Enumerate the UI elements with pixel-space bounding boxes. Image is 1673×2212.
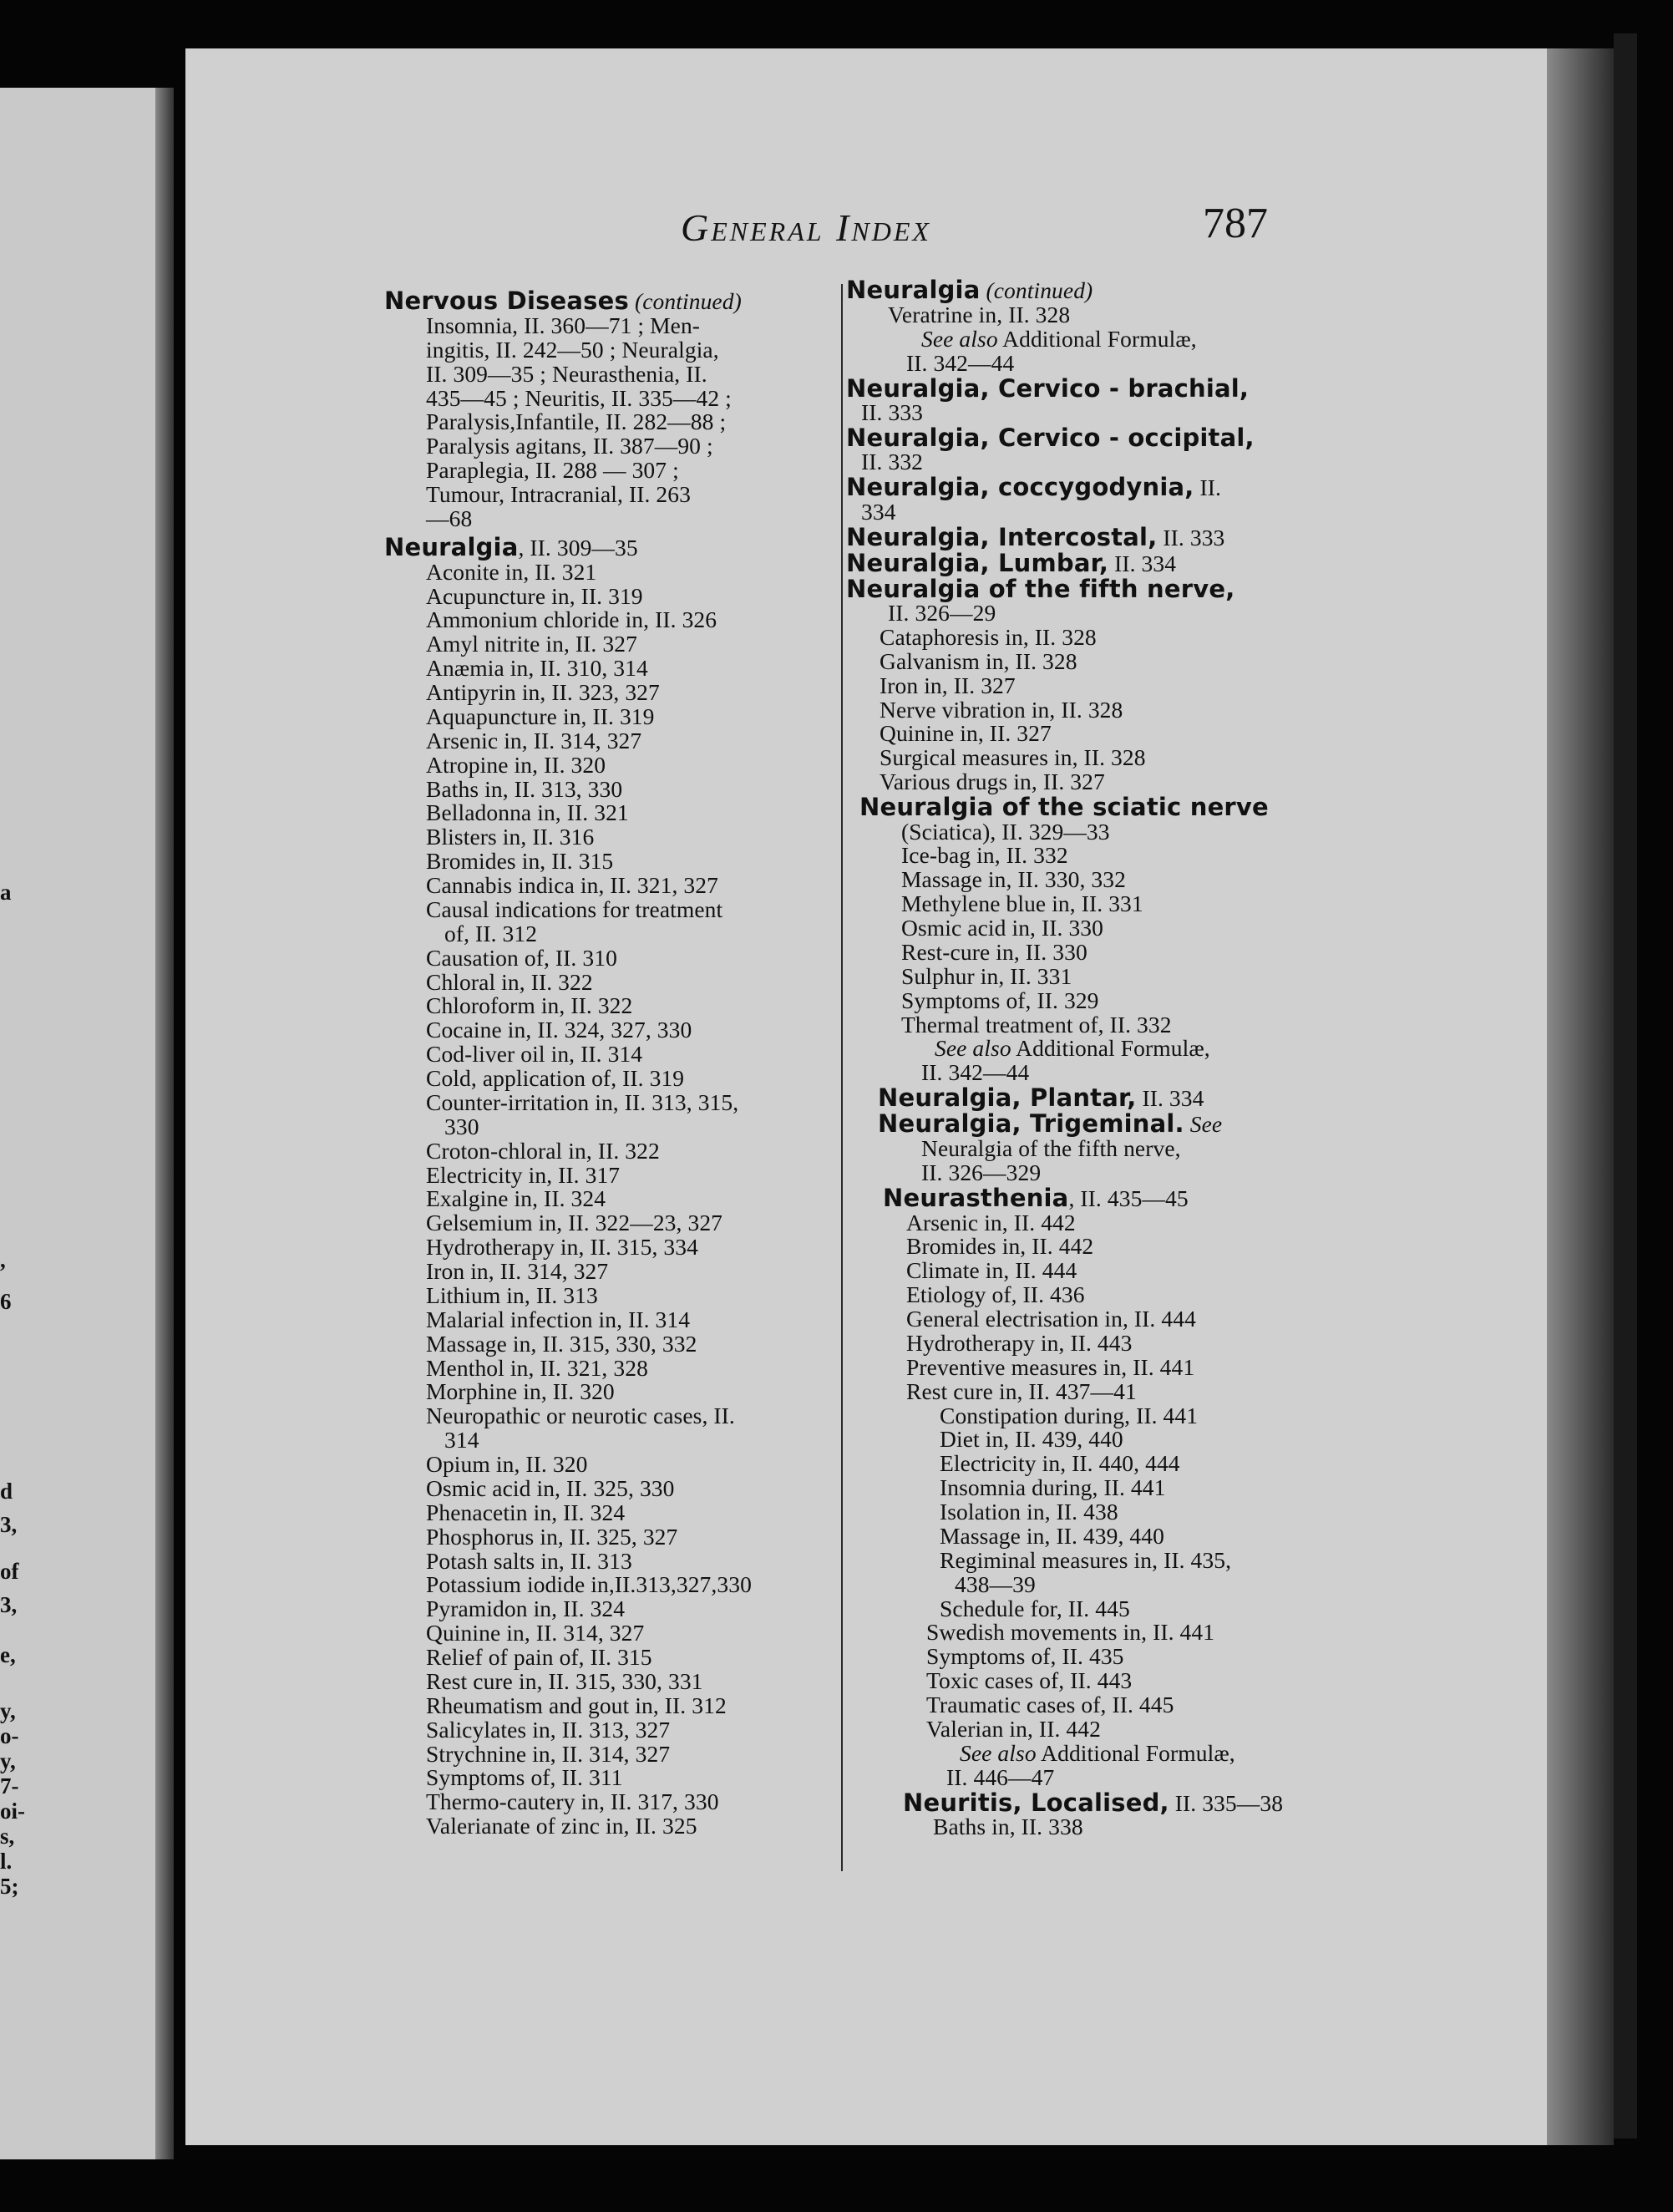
see-also-ref: II. 342—44 bbox=[921, 1059, 1030, 1086]
see-also-text: Additional Formulæ, bbox=[1011, 1035, 1210, 1062]
index-subentry: Cold, application of, II. 319 bbox=[426, 1065, 685, 1091]
heading-ref: II. 335—38 bbox=[1169, 1789, 1284, 1816]
index-subentry: Traumatic cases of, II. 445 bbox=[926, 1692, 1174, 1717]
index-subentry: Aconite in, II. 321 bbox=[426, 558, 597, 585]
index-subentry: Climate in, II. 444 bbox=[906, 1257, 1077, 1284]
previous-page-text-fragment: 5; bbox=[0, 1874, 19, 1899]
index-heading-intercostal bbox=[846, 522, 1347, 551]
heading-note: (continued) bbox=[634, 288, 742, 314]
index-heading-nervous-diseases bbox=[384, 288, 848, 314]
fifth-nerve-subentry-list bbox=[846, 623, 1347, 795]
heading-ref: II. 332 bbox=[861, 449, 924, 475]
index-subentry: Rest-cure in, II. 330 bbox=[901, 938, 1087, 965]
index-subentry: Nerve vibration in, II. 328 bbox=[880, 696, 1123, 723]
index-subentry: General electrisation in, II. 444 bbox=[906, 1306, 1196, 1332]
see-also-label: See also bbox=[935, 1035, 1011, 1062]
index-subentry: Etiology of, II. 436 bbox=[906, 1281, 1085, 1308]
index-subentry: Constipation during, II. 441 bbox=[940, 1402, 1199, 1428]
index-subentry: of, II. 312 bbox=[444, 920, 538, 946]
index-subentry: Diet in, II. 439, 440 bbox=[940, 1426, 1123, 1453]
index-subentry: Menthol in, II. 321, 328 bbox=[426, 1354, 648, 1381]
index-heading-neuritis bbox=[846, 1790, 1347, 1816]
column-divider bbox=[841, 284, 843, 1871]
index-subentry: Amyl nitrite in, II. 327 bbox=[426, 631, 637, 657]
index-subentry: Valerian in, II. 442 bbox=[926, 1715, 1101, 1742]
index-subentry: Valerianate of zinc in, II. 325 bbox=[426, 1813, 697, 1839]
index-subentry: 438—39 bbox=[955, 1570, 1036, 1597]
index-heading-plantar bbox=[846, 1085, 1347, 1111]
previous-page-text-fragment: y, bbox=[0, 1698, 16, 1723]
index-subentry: Phosphorus in, II. 325, 327 bbox=[426, 1523, 678, 1550]
index-subentry: Methylene blue in, II. 331 bbox=[901, 890, 1143, 917]
neurasthenia-subentry-list-2 bbox=[846, 1621, 1347, 1741]
index-subentry: Iron in, II. 327 bbox=[880, 672, 1016, 698]
cross-reference-line: Paralysis agitans, II. 387—90 ; bbox=[426, 433, 713, 459]
index-subentry: Morphine in, II. 320 bbox=[426, 1378, 615, 1405]
index-subentry: Electricity in, II. 317 bbox=[426, 1161, 621, 1188]
heading-term: Neurasthenia bbox=[883, 1183, 1069, 1212]
index-heading-trigeminal bbox=[846, 1111, 1347, 1137]
heading-term: Neuralgia, Trigeminal. bbox=[878, 1109, 1184, 1138]
index-subentry: Arsenic in, II. 442 bbox=[906, 1209, 1076, 1235]
index-subentry: Symptoms of, II. 435 bbox=[926, 1643, 1124, 1670]
index-subentry: Antipyrin in, II. 323, 327 bbox=[426, 679, 660, 705]
index-subentry: Massage in, II. 315, 330, 332 bbox=[426, 1330, 697, 1357]
heading-ref: II. 333 bbox=[861, 398, 924, 425]
index-subentry: Anæmia in, II. 310, 314 bbox=[426, 655, 648, 682]
heading-term: Neuralgia bbox=[384, 532, 519, 561]
heading-note: (continued) bbox=[986, 277, 1093, 303]
see-label: See bbox=[1184, 1111, 1223, 1137]
previous-page-text-fragment: d bbox=[0, 1479, 13, 1504]
index-subentry: Arsenic in, II. 314, 327 bbox=[426, 727, 642, 753]
running-header-title: General Index bbox=[681, 206, 931, 249]
index-subentry: Rheumatism and gout in, II. 312 bbox=[426, 1692, 727, 1718]
index-subentry: Quinine in, II. 314, 327 bbox=[426, 1620, 645, 1646]
index-subentry: Baths in, II. 313, 330 bbox=[426, 775, 623, 802]
index-subentry: Massage in, II. 330, 332 bbox=[901, 866, 1126, 893]
index-heading-cervico-brachial: Neuralgia, Cervico - brachial, bbox=[846, 373, 1250, 403]
neuralgia-subentry-list bbox=[384, 558, 848, 1839]
index-subentry: Salicylates in, II. 313, 327 bbox=[426, 1716, 671, 1743]
previous-page-edge bbox=[0, 88, 174, 2159]
index-subentry: Iron in, II. 314, 327 bbox=[426, 1258, 609, 1284]
index-subentry: Potash salts in, II. 313 bbox=[426, 1547, 632, 1574]
previous-page-text-fragment: o- bbox=[0, 1723, 19, 1748]
index-subentry: Bromides in, II. 442 bbox=[906, 1233, 1094, 1260]
index-subentry: Regiminal measures in, II. 435, bbox=[940, 1546, 1232, 1573]
cross-reference-line: Paraplegia, II. 288 — 307 ; bbox=[426, 457, 679, 484]
see-also-text: Additional Formulæ, bbox=[1036, 1739, 1235, 1766]
cross-reference-line: Paralysis,Infantile, II. 282—88 ; bbox=[426, 408, 727, 435]
see-also-label: See also bbox=[960, 1739, 1037, 1766]
previous-page-text-fragment: 3, bbox=[0, 1592, 18, 1617]
heading-term: Neuralgia, coccygodynia, bbox=[846, 473, 1194, 502]
index-subentry: Surgical measures in, II. 328 bbox=[880, 744, 1146, 771]
see-also-line bbox=[846, 1739, 1347, 1766]
index-heading-neuralgia-continued bbox=[846, 277, 1347, 303]
index-subentry: Rest cure in, II. 437—41 bbox=[906, 1377, 1137, 1404]
see-also-line bbox=[846, 1037, 1347, 1061]
index-subentry: Belladonna in, II. 321 bbox=[426, 799, 629, 826]
index-subentry: Cocaine in, II. 324, 327, 330 bbox=[426, 1017, 692, 1043]
rest-cure-subentry-list bbox=[846, 1404, 1347, 1621]
previous-page-text-fragment: 7- bbox=[0, 1773, 19, 1799]
index-subentry: Massage in, II. 439, 440 bbox=[940, 1522, 1164, 1549]
index-subentry: Sulphur in, II. 331 bbox=[901, 962, 1072, 989]
index-subentry: Bromides in, II. 315 bbox=[426, 848, 614, 875]
index-heading-lumbar bbox=[846, 550, 1347, 576]
index-subentry: Ammonium chloride in, II. 326 bbox=[426, 606, 717, 633]
index-subentry: Malarial infection in, II. 314 bbox=[426, 1306, 691, 1332]
index-subentry: Counter-irritation in, II. 313, 315, bbox=[426, 1088, 739, 1115]
index-subentry: Aquapuncture in, II. 319 bbox=[426, 703, 655, 729]
index-subentry: Croton-chloral in, II. 322 bbox=[426, 1137, 660, 1164]
heading-ref: II. 334 bbox=[1136, 1085, 1204, 1112]
index-subentry: Ice-bag in, II. 332 bbox=[901, 842, 1068, 869]
index-subentry: Preventive measures in, II. 441 bbox=[906, 1353, 1195, 1380]
see-also-text: Additional Formulæ, bbox=[997, 325, 1197, 352]
previous-page-text-fragment: , bbox=[0, 1247, 6, 1272]
heading-term: Neuralgia, Plantar, bbox=[878, 1083, 1137, 1113]
subentry-veratrine: Veratrine in, II. 328 bbox=[888, 301, 1071, 327]
see-also-ref: II. 342—44 bbox=[906, 349, 1015, 376]
see-also-ref: II. 446—47 bbox=[946, 1763, 1055, 1790]
index-subentry: Hydrotherapy in, II. 443 bbox=[906, 1329, 1133, 1356]
index-subentry: Cod-liver oil in, II. 314 bbox=[426, 1041, 643, 1068]
previous-page-gutter bbox=[155, 88, 174, 2159]
sciatic-subentry-list bbox=[846, 844, 1347, 1037]
index-subentry: Rest cure in, II. 315, 330, 331 bbox=[426, 1667, 703, 1694]
previous-page-text-fragment: e, bbox=[0, 1642, 16, 1667]
index-subentry: Galvanism in, II. 328 bbox=[880, 647, 1077, 674]
cross-reference-line: 435—45 ; Neuritis, II. 335—42 ; bbox=[426, 384, 732, 411]
previous-page-text-fragment: y, bbox=[0, 1748, 16, 1773]
index-subentry: Schedule for, II. 445 bbox=[940, 1595, 1130, 1621]
heading-ref-continued: 334 bbox=[861, 499, 896, 525]
index-heading-neurasthenia bbox=[846, 1185, 1347, 1211]
index-heading-neuralgia bbox=[384, 532, 848, 561]
previous-page-text-fragment: oi- bbox=[0, 1799, 25, 1824]
cross-reference-line: Insomnia, II. 360—71 ; Men- bbox=[426, 312, 701, 338]
heading-ref: , II. 309—35 bbox=[518, 534, 638, 561]
page-edge bbox=[1614, 33, 1637, 2138]
cross-reference: Neuralgia of the fifth nerve, bbox=[921, 1134, 1181, 1161]
heading-ref: II. bbox=[1194, 474, 1221, 501]
heading-term: Neuralgia, Lumbar, bbox=[846, 548, 1109, 577]
index-heading-coccygodynia bbox=[846, 474, 1347, 500]
index-subentry: 314 bbox=[444, 1427, 479, 1454]
heading-ref: II. 333 bbox=[1157, 524, 1225, 550]
index-subentry: Phenacetin in, II. 324 bbox=[426, 1499, 626, 1525]
cross-reference-list bbox=[384, 314, 848, 531]
index-subentry: Baths in, II. 338 bbox=[933, 1814, 1083, 1840]
index-column-left bbox=[384, 288, 848, 1839]
neurasthenia-subentry-list bbox=[846, 1211, 1347, 1404]
cross-reference-line: II. 309—35 ; Neurasthenia, II. bbox=[426, 360, 707, 387]
index-subentry: Swedish movements in, II. 441 bbox=[926, 1619, 1215, 1646]
index-subentry: Osmic acid in, II. 325, 330 bbox=[426, 1474, 675, 1501]
index-subentry: Lithium in, II. 313 bbox=[426, 1281, 598, 1308]
previous-page-text-fragment: of bbox=[0, 1559, 19, 1584]
index-subentry: Acupuncture in, II. 319 bbox=[426, 582, 643, 609]
index-subentry: Exalgine in, II. 324 bbox=[426, 1185, 606, 1212]
index-heading-sciatic-nerve: Neuralgia of the sciatic nerve bbox=[859, 793, 1269, 822]
heading-term: Nervous Diseases bbox=[384, 287, 629, 315]
index-subentry: Chloroform in, II. 322 bbox=[426, 992, 633, 1019]
index-subentry: Neuropathic or neurotic cases, II. bbox=[426, 1403, 735, 1429]
index-subentry: Thermo-cautery in, II. 317, 330 bbox=[426, 1788, 719, 1815]
heading-term: Neuralgia bbox=[846, 276, 981, 304]
heading-ref: II. 326—29 bbox=[888, 600, 996, 627]
index-subentry: 330 bbox=[444, 1113, 479, 1139]
index-subentry: Cannabis indica in, II. 321, 327 bbox=[426, 872, 718, 898]
index-subentry: Strychnine in, II. 314, 327 bbox=[426, 1740, 671, 1767]
index-subentry: Thermal treatment of, II. 332 bbox=[901, 1011, 1172, 1038]
index-subentry: Atropine in, II. 320 bbox=[426, 751, 606, 778]
index-subentry: Opium in, II. 320 bbox=[426, 1451, 588, 1477]
index-subentry: Insomnia during, II. 441 bbox=[940, 1474, 1166, 1501]
index-subentry: Cataphoresis in, II. 328 bbox=[880, 623, 1097, 650]
index-subentry: Various drugs in, II. 327 bbox=[880, 769, 1105, 795]
index-subentry: Causal indications for treatment bbox=[426, 895, 723, 922]
cross-reference-line: Tumour, Intracranial, II. 263 bbox=[426, 481, 691, 507]
cross-reference-line: —68 bbox=[426, 505, 473, 531]
index-subentry: Chloral in, II. 322 bbox=[426, 968, 593, 995]
index-column-right bbox=[846, 277, 1347, 1839]
heading-term: Neuritis, Localised, bbox=[903, 1788, 1169, 1817]
index-heading-cervico-occipital: Neuralgia, Cervico - occipital, bbox=[846, 423, 1255, 452]
heading-term: Neuralgia, Intercostal, bbox=[846, 522, 1158, 551]
page-number: 787 bbox=[1203, 200, 1268, 247]
previous-page-text-fragment: a bbox=[0, 880, 12, 905]
cross-reference-ref: II. 326—329 bbox=[921, 1159, 1042, 1185]
index-subentry: Symptoms of, II. 329 bbox=[901, 987, 1099, 1013]
index-subentry: Symptoms of, II. 311 bbox=[426, 1764, 623, 1791]
index-subentry: Potassium iodide in,II.313,327,330 bbox=[426, 1571, 752, 1598]
page-shadow bbox=[1547, 48, 1614, 2145]
index-subentry: Toxic cases of, II. 443 bbox=[926, 1667, 1133, 1694]
previous-page-text-fragment: s, bbox=[0, 1824, 15, 1849]
index-subentry: Gelsemium in, II. 322—23, 327 bbox=[426, 1210, 723, 1236]
index-subentry: Pyramidon in, II. 324 bbox=[426, 1596, 626, 1622]
heading-ref: II. 334 bbox=[1108, 550, 1177, 576]
index-heading-fifth-nerve: Neuralgia of the fifth nerve, bbox=[846, 574, 1235, 603]
cross-reference-line: ingitis, II. 242—50 ; Neuralgia, bbox=[426, 336, 719, 363]
previous-page-text-fragment: 6 bbox=[0, 1289, 12, 1314]
index-subentry: Isolation in, II. 438 bbox=[940, 1499, 1118, 1525]
heading-ref: , II. 435—45 bbox=[1068, 1185, 1189, 1211]
index-subentry: Blisters in, II. 316 bbox=[426, 824, 595, 850]
heading-ref: (Sciatica), II. 329—33 bbox=[901, 818, 1110, 845]
index-subentry: Relief of pain of, II. 315 bbox=[426, 1644, 652, 1670]
index-subentry: Electricity in, II. 440, 444 bbox=[940, 1450, 1180, 1477]
see-also-line bbox=[846, 327, 1347, 352]
see-also-label: See also bbox=[921, 325, 998, 352]
index-subentry: Quinine in, II. 327 bbox=[880, 720, 1052, 747]
previous-page-text-fragment: 3, bbox=[0, 1512, 18, 1537]
index-subentry: Osmic acid in, II. 330 bbox=[901, 915, 1104, 941]
previous-page-text-fragment: l. bbox=[0, 1849, 13, 1874]
index-subentry: Causation of, II. 310 bbox=[426, 944, 617, 971]
index-subentry: Hydrotherapy in, II. 315, 334 bbox=[426, 1234, 698, 1261]
neuritis-subentry-list bbox=[846, 1815, 1347, 1839]
